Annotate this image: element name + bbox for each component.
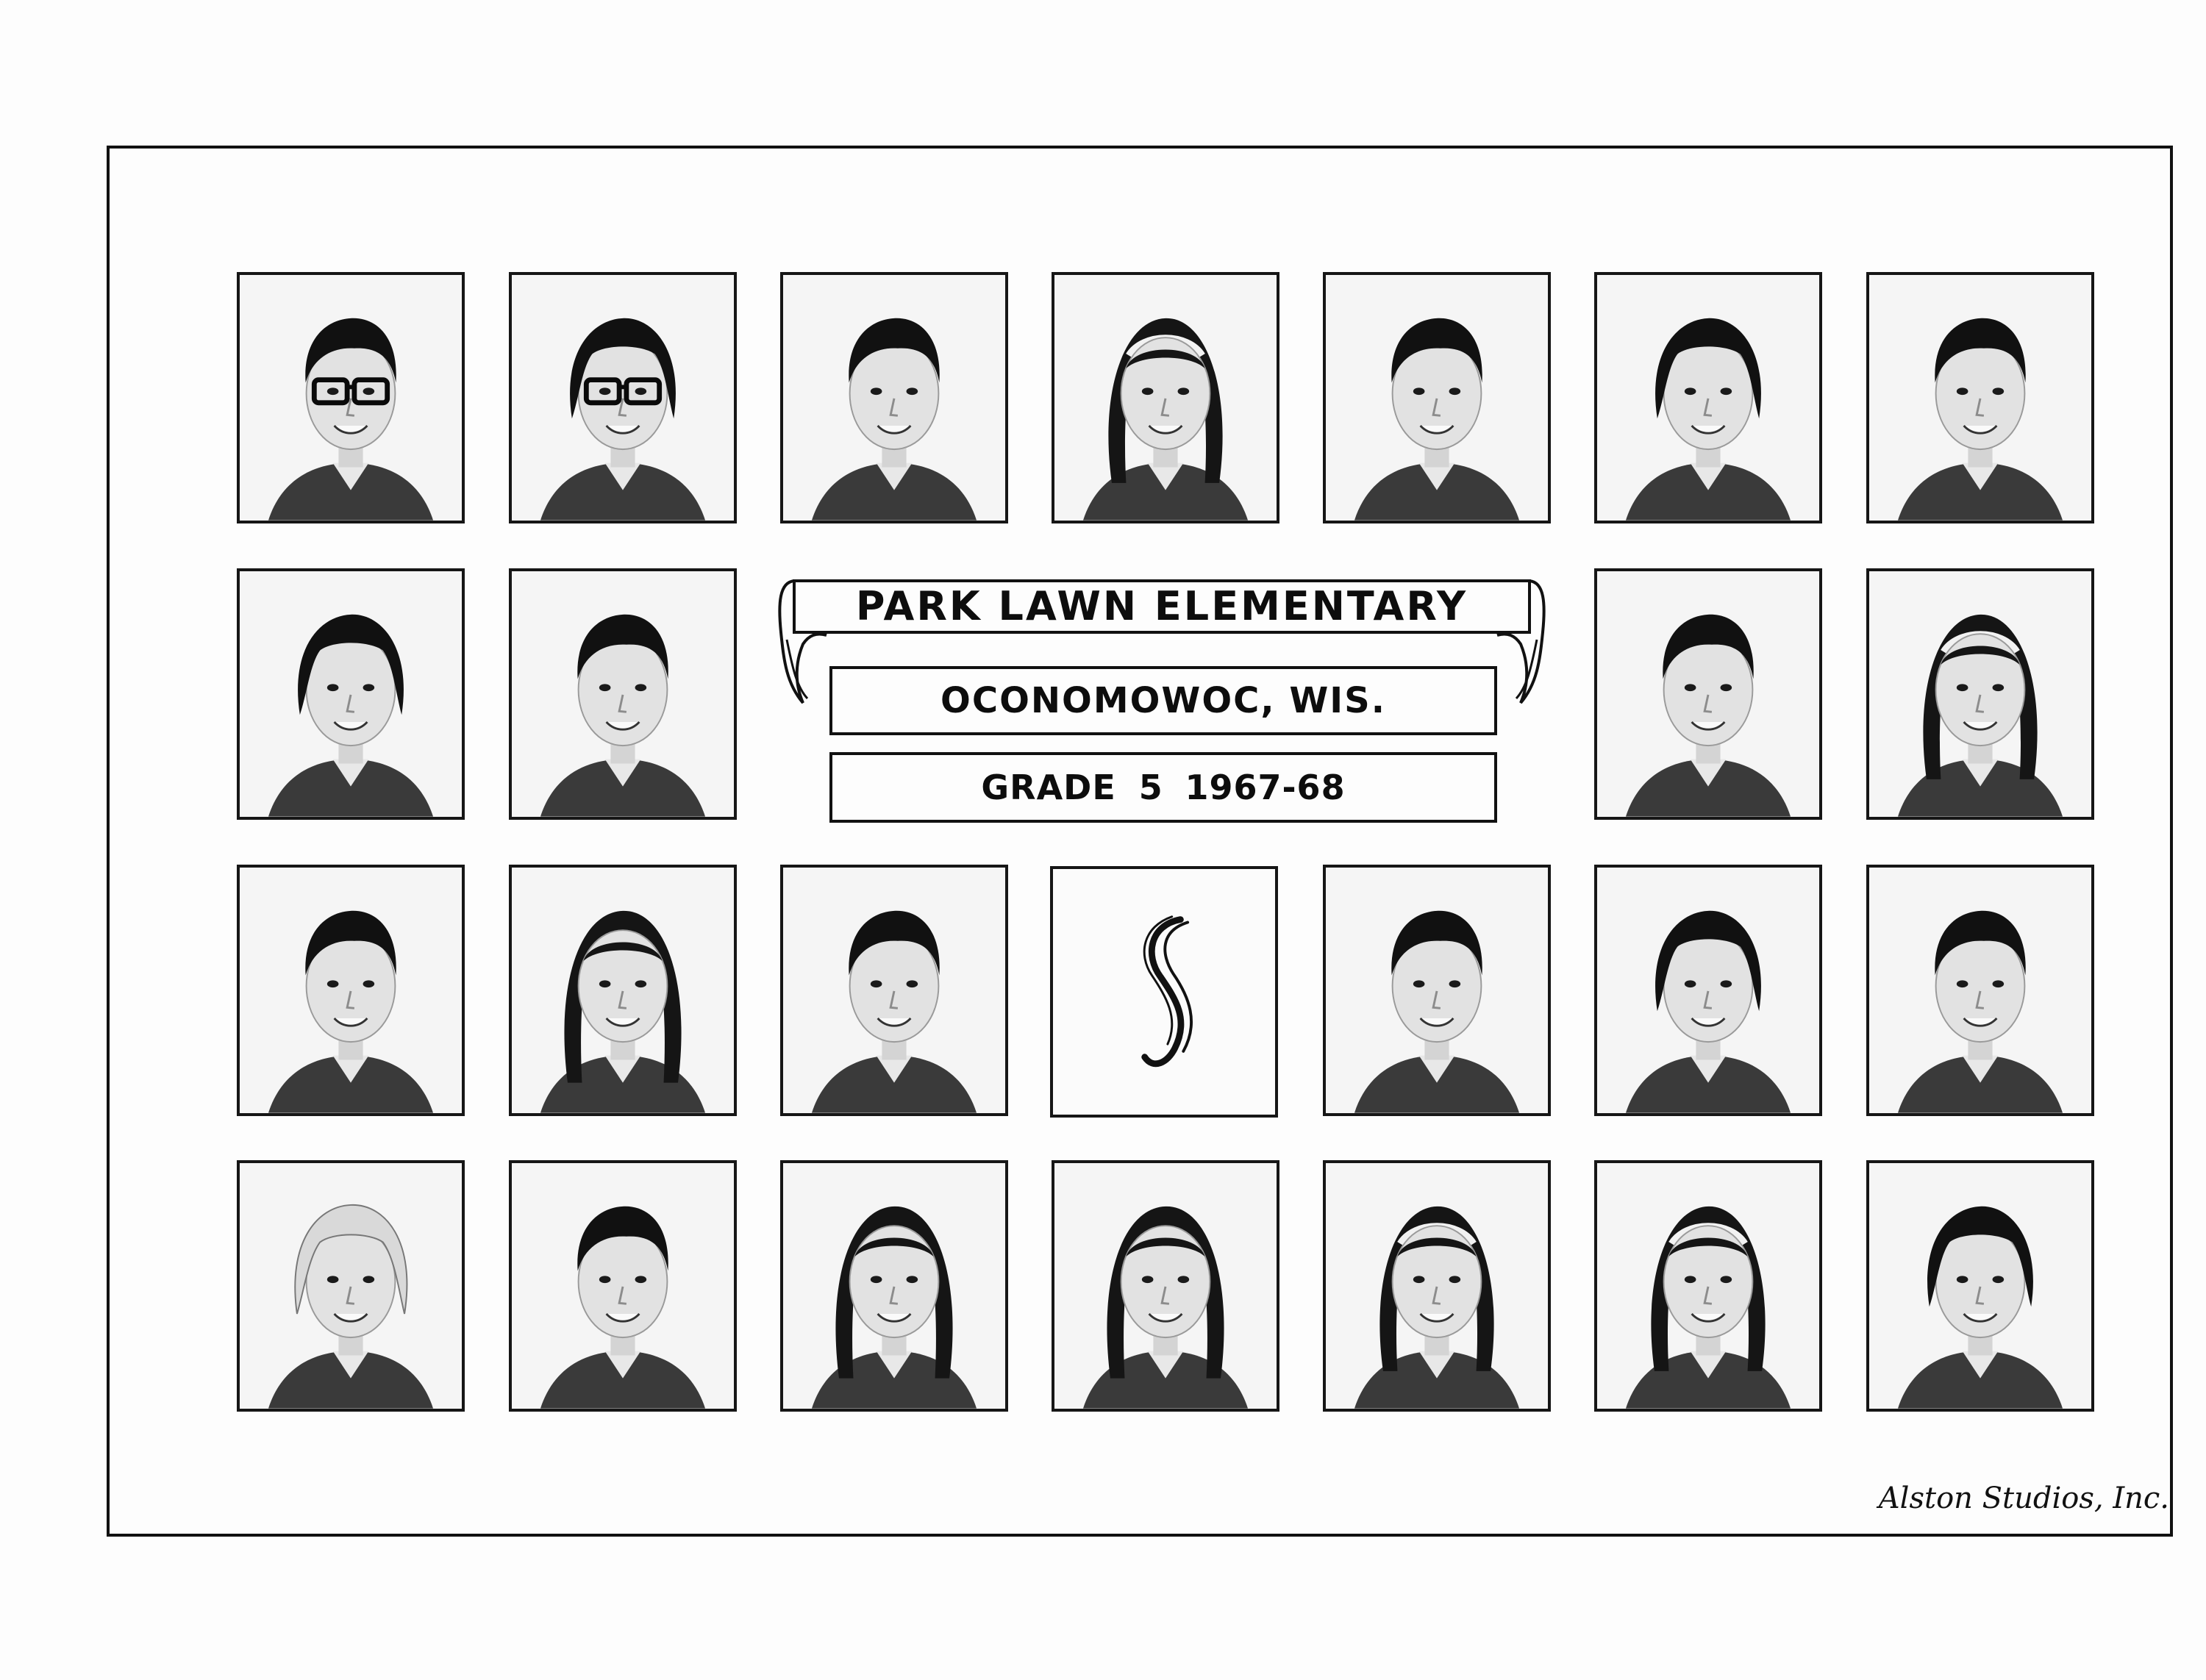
student-photo — [1597, 275, 1819, 521]
student-portrait — [1323, 865, 1551, 1116]
student-photo — [1326, 275, 1548, 521]
student-portrait — [509, 272, 737, 523]
student-photo — [240, 275, 462, 521]
monogram-panel — [1050, 866, 1278, 1118]
student-photo — [1054, 1163, 1277, 1409]
studio-credit: Alston Studios, Inc. — [1878, 1481, 2169, 1515]
student-portrait — [1052, 1160, 1279, 1412]
script-s-monogram-icon — [1053, 869, 1275, 1115]
student-portrait — [780, 865, 1008, 1116]
student-portrait — [1594, 272, 1822, 523]
student-photo — [512, 1163, 734, 1409]
student-photo — [512, 571, 734, 817]
student-portrait — [1594, 865, 1822, 1116]
student-portrait — [1323, 272, 1551, 523]
student-photo — [512, 275, 734, 521]
town-plate — [829, 666, 1497, 735]
student-photo — [1869, 275, 2091, 521]
school-year: 1967-68 — [1185, 768, 1346, 807]
student-portrait — [1866, 568, 2094, 820]
student-portrait — [780, 1160, 1008, 1412]
student-photo — [1597, 1163, 1819, 1409]
student-portrait — [237, 568, 465, 820]
student-photo — [1054, 275, 1277, 521]
student-photo — [783, 868, 1005, 1113]
student-photo — [1597, 571, 1819, 817]
student-portrait — [1323, 1160, 1551, 1412]
student-photo — [783, 1163, 1005, 1409]
student-photo — [240, 571, 462, 817]
student-photo — [1869, 868, 2091, 1113]
student-portrait — [1866, 272, 2094, 523]
grade-plate — [829, 752, 1497, 823]
student-photo — [1869, 571, 2091, 817]
student-photo — [1869, 1163, 2091, 1409]
student-portrait — [237, 865, 465, 1116]
student-photo — [783, 275, 1005, 521]
grade-label: GRADE 5 — [981, 768, 1163, 807]
student-portrait — [1594, 568, 1822, 820]
student-portrait — [1866, 1160, 2094, 1412]
grade-line — [832, 755, 1494, 820]
town-name: OCONOMOWOC, WIS. — [940, 680, 1386, 721]
student-portrait — [237, 1160, 465, 1412]
student-photo — [1326, 868, 1548, 1113]
student-photo — [1326, 1163, 1548, 1409]
student-portrait — [509, 1160, 737, 1412]
student-portrait — [237, 272, 465, 523]
student-portrait — [509, 568, 737, 820]
school-name: PARK LAWN ELEMENTARY — [855, 583, 1468, 629]
student-portrait — [1866, 865, 2094, 1116]
student-photo — [240, 868, 462, 1113]
student-portrait — [1052, 272, 1279, 523]
student-portrait — [780, 272, 1008, 523]
student-portrait — [1594, 1160, 1822, 1412]
student-photo — [240, 1163, 462, 1409]
student-photo — [1597, 868, 1819, 1113]
student-photo — [512, 868, 734, 1113]
student-portrait — [509, 865, 737, 1116]
